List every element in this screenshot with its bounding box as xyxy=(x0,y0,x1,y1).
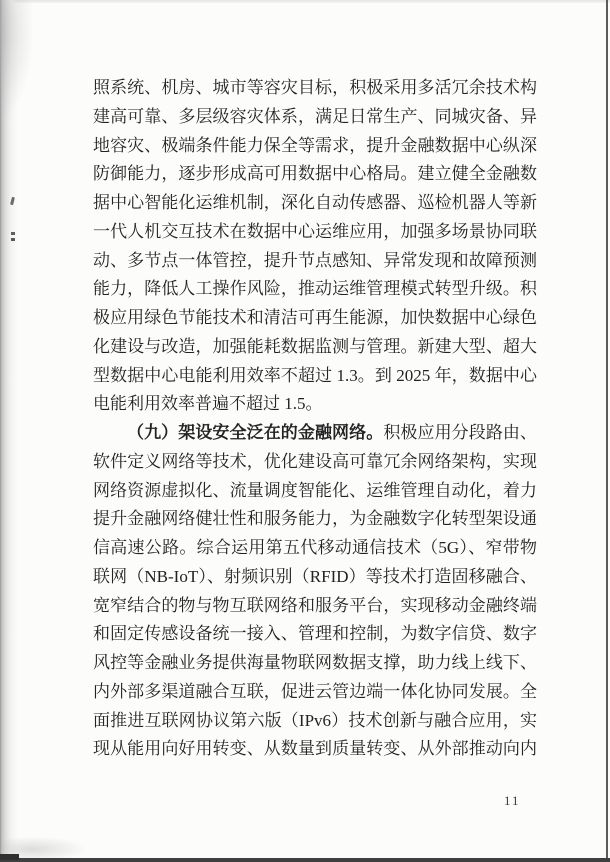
text-segment: 电能利用效率普遍不超过 1.5。 xyxy=(93,394,323,414)
text-segment: 宽窄结合的物与物互联网络和服务平台，实现移动金融终端 xyxy=(93,595,537,615)
text-line xyxy=(93,304,537,333)
text-segment: 网络资源虚拟化、流量调度智能化、运维管理自动化，着力 xyxy=(93,480,537,500)
text-segment: 能力，降低人工操作风险，推动运维管理模式转型升级。积 xyxy=(93,279,537,299)
scan-edge-top xyxy=(0,0,610,3)
text-segment: 面推进互联网协议第六版（IPv6）技术创新与融合应用，实 xyxy=(93,710,537,730)
paragraph xyxy=(93,74,537,419)
text-segment: 软件定义网络等技术，优化建设高可靠冗余网络架构，实现 xyxy=(93,451,537,471)
text-line xyxy=(93,132,537,161)
text-segment: 现从能用向好用转变、从数量到质量转变、从外部推动向内 xyxy=(93,739,537,759)
text-line xyxy=(93,505,537,534)
text-segment: 内外部多渠道融合互联，促进云管边端一体化协同发展。全 xyxy=(93,681,537,701)
text-line xyxy=(93,390,537,419)
text-line xyxy=(93,563,537,592)
text-segment: 动、多节点一体管控，提升节点感知、异常发现和故障预测 xyxy=(93,250,537,270)
scan-edge-left-corner-shadow xyxy=(0,0,34,120)
text-line xyxy=(93,448,537,477)
text-segment: 风控等金融业务提供海量物联网数据支撑，助力线上线下、 xyxy=(93,653,537,672)
text-segment: 一代人机交互技术在数据中心运维应用，加强多场景协同联 xyxy=(93,221,537,241)
text-line xyxy=(93,477,537,506)
scan-edge-left xyxy=(0,0,18,862)
page-bottom-border-left-stub xyxy=(0,854,19,860)
text-segment: 照系统、机房、城市等容灾目标，积极采用多活冗余技术构 xyxy=(93,78,537,97)
page-bottom-border xyxy=(0,858,610,862)
text-line xyxy=(93,362,537,391)
text-line xyxy=(93,275,537,304)
text-segment: 信高速公路。综合运用第五代移动通信技术（5G）、窄带物 xyxy=(93,538,537,557)
text-line xyxy=(93,592,537,621)
text-segment: 据中心智能化运维机制，深化自动传感器、巡检机器人等新 xyxy=(93,193,537,212)
page-right-border xyxy=(606,0,608,862)
text-segment: 积极应用分段路由、 xyxy=(383,423,537,442)
section-heading-text: （九）架设安全泛在的金融网络。 xyxy=(127,423,384,442)
text-segment: 地容灾、极端条件能力保全等需求，提升金融数据中心纵深 xyxy=(93,135,537,155)
text-segment: 联网（NB-IoT）、射频识别（RFID）等技术打造固移融合、 xyxy=(93,566,537,586)
text-line xyxy=(93,620,537,649)
text-segment: 建高可靠、多层级容灾体系，满足日常生产、同城灾备、异 xyxy=(93,106,537,126)
page-number: 11 xyxy=(504,793,521,808)
text-line xyxy=(93,649,537,678)
text-segment: 防御能力，逐步形成高可用数据中心格局。建立健全金融数 xyxy=(93,164,537,184)
text-segment: 和固定传感设备统一接入、管理和控制，为数字信贷、数字 xyxy=(93,624,537,644)
text-segment: 提升金融网络健壮性和服务能力，为金融数字化转型架设通 xyxy=(93,509,537,529)
text-line xyxy=(93,678,537,707)
text-segment: 型数据中心电能利用效率不超过 1.3。到 2025 年，数据中心 xyxy=(93,365,537,385)
text-line xyxy=(93,74,537,103)
text-line xyxy=(93,189,537,218)
paragraph xyxy=(93,419,537,764)
text-line xyxy=(93,103,537,132)
text-line xyxy=(93,707,537,736)
text-line xyxy=(93,218,537,247)
ink-speck-colon xyxy=(11,232,15,235)
text-line xyxy=(93,735,537,764)
text-segment: 化建设与改造，加强能耗数据监测与管理。新建大型、超大 xyxy=(93,336,537,356)
text-line xyxy=(93,419,537,448)
text-line xyxy=(93,333,537,362)
text-line xyxy=(93,160,537,189)
text-block xyxy=(93,74,537,764)
text-line xyxy=(93,247,537,276)
text-line xyxy=(93,534,537,563)
text-segment: 极应用绿色节能技术和清洁可再生能源，加快数据中心绿色 xyxy=(93,308,537,327)
